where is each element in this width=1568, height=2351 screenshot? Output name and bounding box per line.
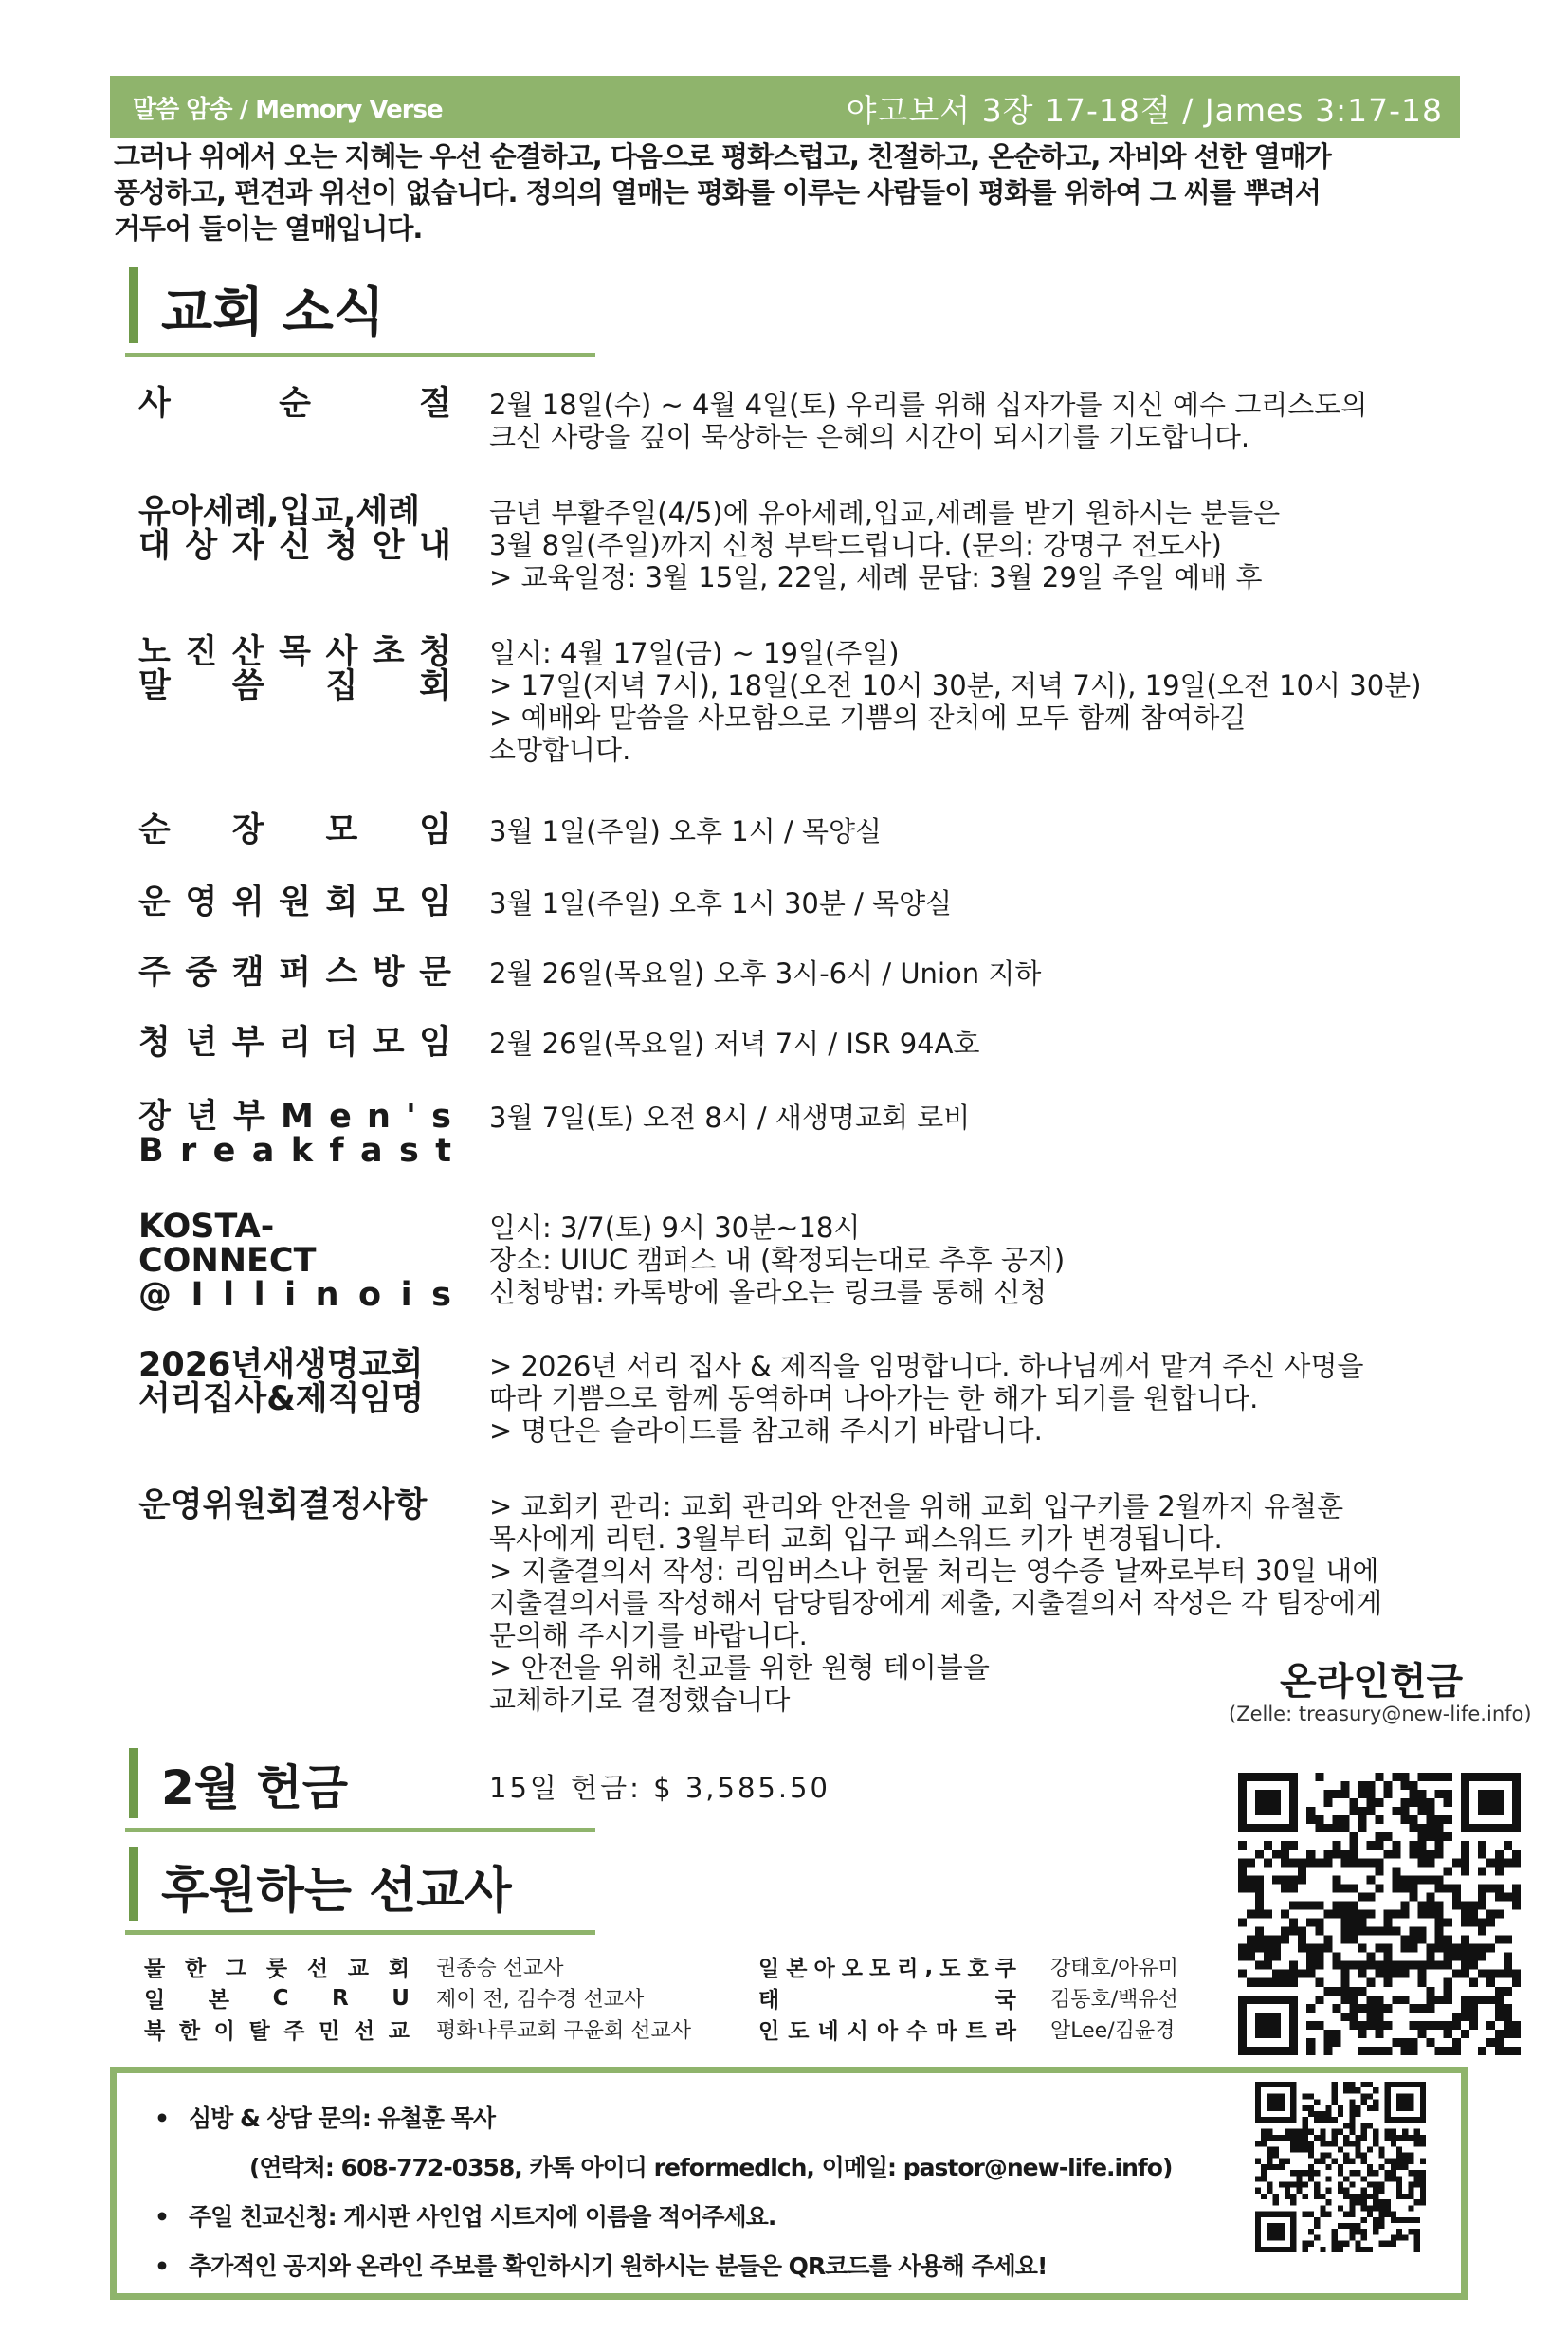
- missionary-regions-left: [144, 1951, 410, 2045]
- announcement-label: 사 순 절: [138, 385, 451, 423]
- missionary-region: 물 한 그 룻 선 교 회: [144, 1957, 410, 1981]
- verse-line: 그러나 위에서 오는 지혜는 우선 순결하고, 다음으로 평화스럽고, 친절하고, 온순하고, 자비와 선한 열매가: [114, 140, 1331, 173]
- announcement-label: 주 중 캠 퍼 스 방 문: [138, 954, 451, 992]
- announcement-body: > 교회키 관리: 교회 관리와 안전을 위해 교회 입구키를 2월까지 유철훈 목사에게 리턴. 3월부터 교회 입구 패스워드 키가 변경됩니다. > 지출결의서 작성: 리임버스나 헌물 처리는 영수증 날짜로부터 30일 내에 지출결의서를 작성해서 담당팀장에게 제출, 지출결의서 작성은 각 팀장에게 문의해 주시기를 바랍니다. > 안전을 위해 친교를 위한 원형 테이블을 교체하기로 결정했습니다: [489, 1490, 1383, 1716]
- memory-verse-text: [114, 138, 1460, 246]
- missionary-names-left: [436, 1951, 691, 2045]
- contact-list: [155, 2094, 1172, 2291]
- announcement-body: 일시: 4월 17일(금) ~ 19일(주일) > 17일(저녁 7시), 18일(오전 10시 30분, 저녁 7시), 19일(오전 10시 30분) > 예배와 말씀을 사모함으로 기쁨의 잔치에 모두 함께 참여하길 소망합니다.: [489, 637, 1422, 766]
- news-title: 교회 소식: [161, 282, 385, 344]
- announcement-label: 순 장 모 임: [138, 811, 451, 849]
- memory-verse-bar: [110, 76, 1460, 138]
- bulletin-qr-code[interactable]: [1255, 2082, 1426, 2252]
- missionary-names-right: [1050, 1951, 1178, 2045]
- announcement-body: 3월 7일(토) 오전 8시 / 새생명교회 로비: [489, 1102, 971, 1134]
- announcement-label: 운 영 위 원 회 모 임: [138, 884, 451, 921]
- missionary-region: 일 본 아 오 모 리 , 도 호 쿠: [758, 1954, 1016, 1981]
- online-giving-zelle: (Zelle: treasury@new-life.info): [1229, 1703, 1532, 1725]
- missionaries-title: 후원하는 선교사: [161, 1863, 512, 1920]
- announcement-body: 금년 부활주일(4/5)에 유아세례,입교,세례를 받기 원하시는 분들은 3월 8일(주일)까지 신청 부탁드립니다. (문의: 강명구 전도사) > 교육일정: 3월 15일, 22일, 세례 문답: 3월 29일 주일 예배 후: [489, 497, 1281, 593]
- missionary-region: 인 도 네 시 아 수 마 트 라: [758, 2019, 1016, 2044]
- contact-item: • 주일 친교신청: 게시판 사인업 시트지에 이름을 적어주세요.: [155, 2203, 776, 2231]
- offering-title: 2월 헌금: [161, 1760, 349, 1815]
- announcement-label: 청 년 부 리 더 모 임: [138, 1024, 451, 1062]
- missionary-name: 알Lee/김윤경: [1050, 2019, 1176, 2043]
- missionary-name: 김동호/백유선: [1050, 1988, 1178, 2012]
- memory-verse-label: 말씀 암송 / Memory Verse: [133, 96, 443, 124]
- online-giving-qr-code[interactable]: [1238, 1773, 1521, 2055]
- announcement-label: 2026년새생명교회 서리집사&제직임명: [138, 1346, 425, 1418]
- announcement-label: 운영위원회결정사항: [138, 1486, 428, 1524]
- contact-item: • 심방 & 상담 문의: 유철훈 목사: [155, 2105, 495, 2132]
- announcement-body: 일시: 3/7(토) 9시 30분~18시 장소: UIUC 캠퍼스 내 (확정되는대로 추후 공지) 신청방법: 카톡방에 올라오는 링크를 통해 신청: [489, 1212, 1066, 1308]
- missionary-name: 제이 전, 김수경 선교사: [436, 1988, 645, 2012]
- missionary-region: 태 국: [758, 1988, 1016, 2013]
- missionary-name: 권종승 선교사: [436, 1957, 564, 1980]
- offering-amount: 15일 헌금: $ 3,585.50: [489, 1772, 830, 1804]
- announcement-body: 3월 1일(주일) 오후 1시 / 목양실: [489, 815, 882, 847]
- announcement-body: > 2026년 서리 집사 & 제직을 임명합니다. 하나님께서 맡겨 주신 사명을 따라 기쁨으로 함께 동역하며 나아가는 한 해가 되기를 원합니다. > 명단은 슬라이드를 참고해 주시기 바랍니다.: [489, 1350, 1364, 1447]
- announcement-label: 노 진 산 목 사 초 청 말 씀 집 회: [138, 633, 451, 705]
- announcement-body: 2월 26일(목요일) 저녁 7시 / ISR 94A호: [489, 1028, 980, 1060]
- missionary-name: 강태호/아유미: [1050, 1957, 1178, 1980]
- missionary-name: 평화나루교회 구윤회 선교사: [436, 2019, 692, 2043]
- announcement-label: KOSTA-CONNECT @ I l l i n o i s: [138, 1208, 451, 1314]
- announcement-label: 유아세례,입교,세례 대 상 자 신 청 안 내: [138, 493, 451, 565]
- announcement-body: 3월 1일(주일) 오후 1시 30분 / 목양실: [489, 887, 953, 920]
- memory-verse-reference: 야고보서 3장 17-18절 / James 3:17-18: [846, 92, 1443, 129]
- missionary-region: 북 한 이 탈 주 민 선 교: [144, 2019, 410, 2044]
- verse-line: 풍성하고, 편견과 위선이 없습니다. 정의의 열매는 평화를 이루는 사람들이 평화를 위하여 그 씨를 뿌려서: [114, 176, 1321, 209]
- online-giving-title: 온라인헌금: [1280, 1660, 1464, 1704]
- missionary-region: 일 본 C R U: [144, 1985, 410, 2013]
- missionary-regions-right: [758, 1951, 1016, 2045]
- announcement-body: 2월 26일(목요일) 오후 3시-6시 / Union 지하: [489, 957, 1042, 990]
- contact-item-detail: (연락처: 608-772-0358, 카톡 아이디 reformedlch, 이메일: pastor@new-life.info): [249, 2154, 1173, 2181]
- contact-item: • 추가적인 공지와 온라인 주보를 확인하시기 원하시는 분들은 QR코드를 사용해 주세요!: [155, 2252, 1048, 2280]
- verse-line: 거두어 들이는 열매입니다.: [114, 212, 423, 245]
- announcement-label: 장 년 부 M e n ' s B r e a k f a s t: [138, 1098, 451, 1170]
- announcement-body: 2월 18일(수) ~ 4월 4일(토) 우리를 위해 십자가를 지신 예수 그리스도의 크신 사랑을 깊이 묵상하는 은혜의 시간이 되시기를 기도합니다.: [489, 389, 1368, 453]
